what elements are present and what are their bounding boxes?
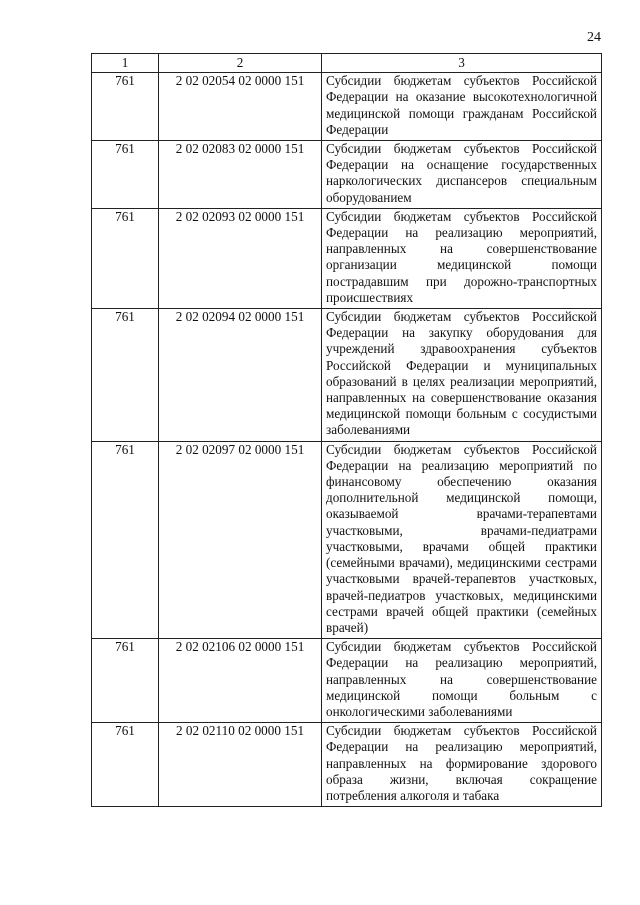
revenue-code-cell: 2 02 02106 02 0000 151 (159, 639, 322, 723)
description-cell: Субсидии бюджетам субъектов Российской Федерации на реализацию мероприятий, направленных на совершенствование медицинской помощи больным с онкологическими заболеваниями (322, 639, 602, 723)
table-row (92, 208, 602, 308)
admin-code-cell: 761 (92, 723, 159, 807)
column-header-3: 3 (322, 54, 602, 73)
revenue-code-cell: 2 02 02093 02 0000 151 (159, 208, 322, 308)
admin-code-cell: 761 (92, 73, 159, 141)
description-cell: Субсидии бюджетам субъектов Российской Федерации на оказание высокотехнологичной медицинской помощи гражданам Российской Федерации (322, 73, 602, 141)
table-row (92, 723, 602, 807)
revenue-code-cell: 2 02 02083 02 0000 151 (159, 141, 322, 209)
revenue-code-cell: 2 02 02097 02 0000 151 (159, 441, 322, 638)
description-cell: Субсидии бюджетам субъектов Российской Федерации на закупку оборудования для учреждений здравоохранения субъектов Российской Федерации и муниципальных образований в целях реализации мероприятий, направленных на совершенствование оказания медицинской помощи больным с сосудистыми заболеваниями (322, 309, 602, 442)
table-header-row (92, 54, 602, 73)
revenue-code-cell: 2 02 02054 02 0000 151 (159, 73, 322, 141)
table-row (92, 441, 602, 638)
table-row (92, 141, 602, 209)
admin-code-cell: 761 (92, 639, 159, 723)
budget-code-table (91, 53, 602, 807)
admin-code-cell: 761 (92, 208, 159, 308)
table-row (92, 309, 602, 442)
admin-code-cell: 761 (92, 441, 159, 638)
admin-code-cell: 761 (92, 309, 159, 442)
admin-code-cell: 761 (92, 141, 159, 209)
table-row (92, 639, 602, 723)
description-cell: Субсидии бюджетам субъектов Российской Федерации на оснащение государственных наркологических диспансеров специальным оборудованием (322, 141, 602, 209)
description-cell: Субсидии бюджетам субъектов Российской Федерации на реализацию мероприятий по финансовому обеспечению оказания дополнительной медицинской помощи, оказываемой врачами-терапевтами участковыми, врачами-педиатрами участковыми, врачами общей практики (семейными врачами), медицинскими сестрами участковыми врачей-терапевтов участковых, врачей-педиатров участковых, медицинскими сестрами врачей общей практики (семейных врачей) (322, 441, 602, 638)
column-header-2: 2 (159, 54, 322, 73)
column-header-1: 1 (92, 54, 159, 73)
page-number: 24 (587, 30, 601, 45)
revenue-code-cell: 2 02 02094 02 0000 151 (159, 309, 322, 442)
revenue-code-cell: 2 02 02110 02 0000 151 (159, 723, 322, 807)
table-row (92, 73, 602, 141)
description-cell: Субсидии бюджетам субъектов Российской Федерации на реализацию мероприятий, направленных на формирование здорового образа жизни, включая сокращение потребления алкоголя и табака (322, 723, 602, 807)
description-cell: Субсидии бюджетам субъектов Российской Федерации на реализацию мероприятий, направленных на совершенствование организации медицинской помощи пострадавшим при дорожно-транспортных происшествиях (322, 208, 602, 308)
